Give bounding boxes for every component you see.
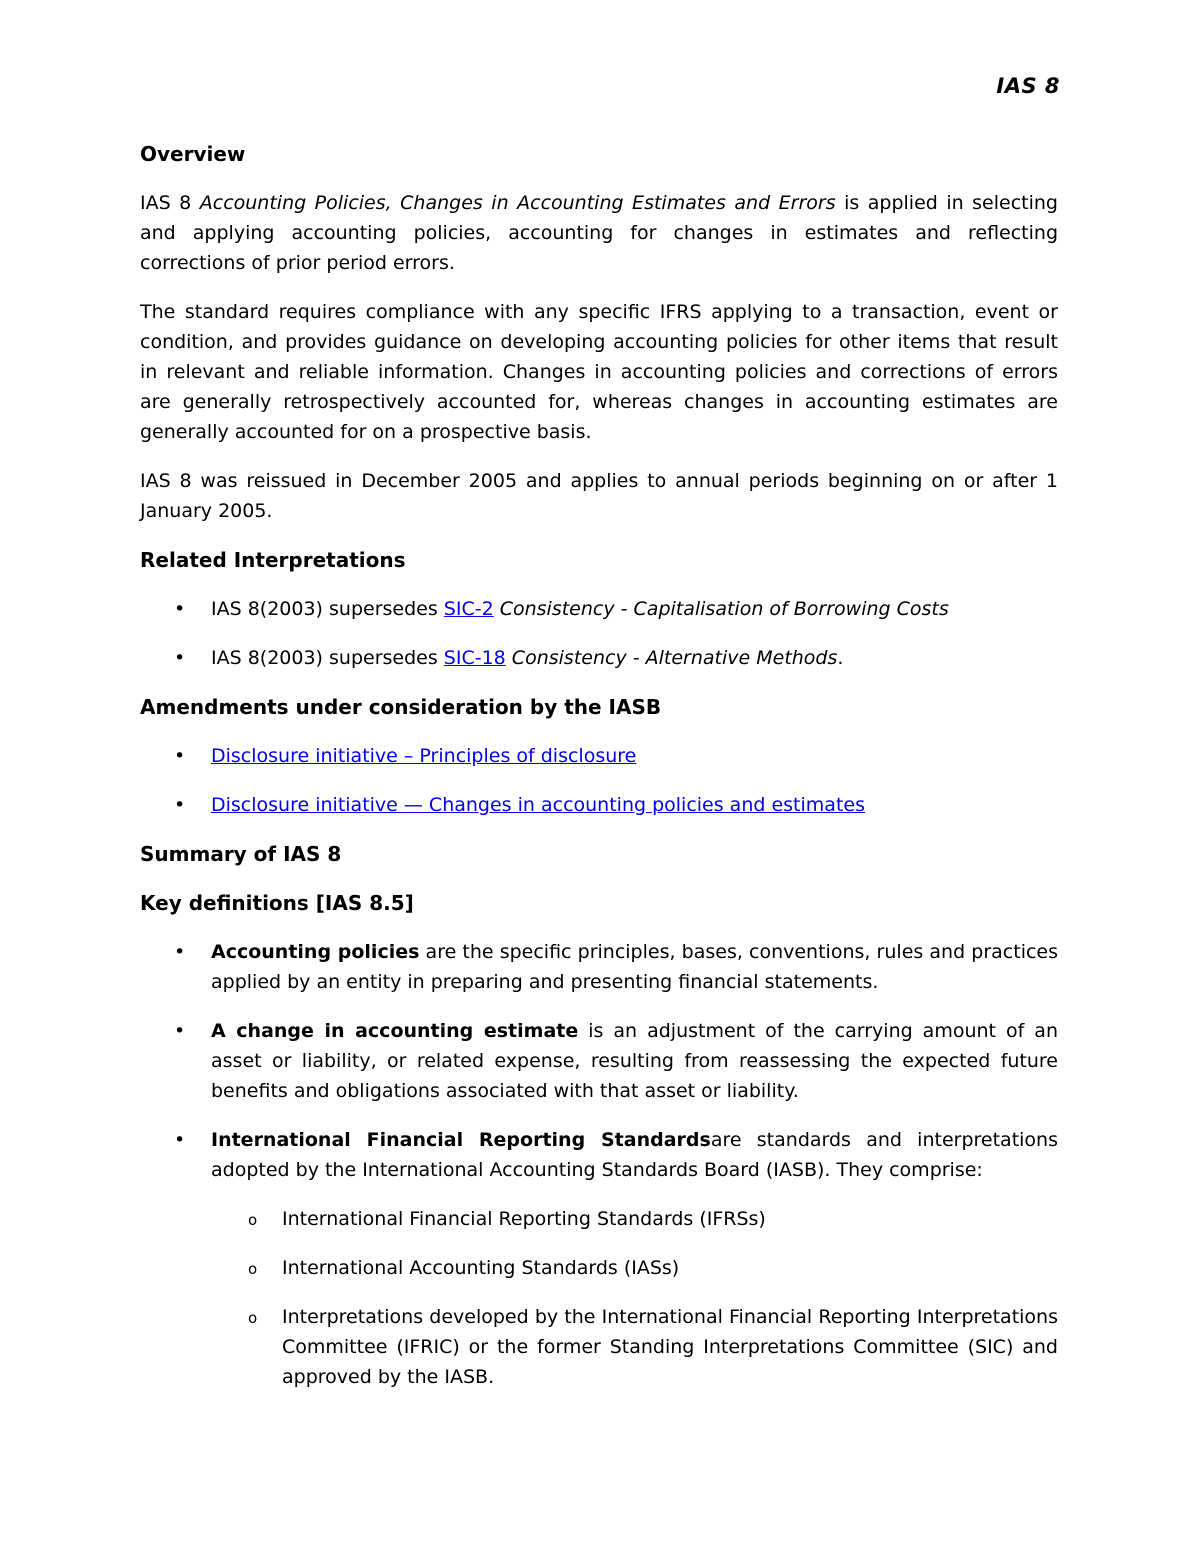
overview-paragraph-1: [140, 188, 1058, 278]
list-item: [140, 1016, 1058, 1106]
sub-list-item: [211, 1253, 1058, 1283]
page-header-title: IAS 8: [996, 74, 1060, 98]
circle-bullet-icon: o: [248, 1260, 258, 1278]
item-prefix: IAS 8(2003) supersedes: [211, 647, 444, 669]
bullet-icon: •: [174, 1129, 186, 1151]
bullet-icon: •: [174, 745, 186, 767]
changes-in-policies-link[interactable]: Disclosure initiative — Changes in accounting policies and estimates: [211, 794, 865, 816]
overview-paragraph-2: The standard requires compliance with any specific IFRS applying to a transaction, event or condition, and provides guidance on developing accounting policies for other items that result in relevant and reliable information. Changes in accounting policies and corrections of errors are generally retrospectively accounted for, whereas changes in accounting estimates are generally accounted for on a prospective basis.: [140, 301, 1058, 443]
related-interpretations-heading: Related Interpretations: [140, 548, 406, 572]
summary-heading: Summary of IAS 8: [140, 842, 342, 866]
list-item: [140, 1125, 1058, 1392]
sic-18-link[interactable]: SIC-18: [443, 647, 506, 669]
definition-text: are standards and interpretations adopted by the International Accounting Standards Board (IASB). They comprise:: [211, 1129, 1058, 1181]
definition-term: International Financial Reporting Standards: [211, 1129, 711, 1151]
sub-item-text: International Financial Reporting Standards (IFRSs): [282, 1208, 766, 1230]
document-body: [140, 139, 1058, 1411]
definition-text: is an adjustment of the carrying amount of an asset or liability, or related expense, resulting from reassessing the expected future benefits and obligations associated with that asset or liability.: [211, 1020, 1058, 1102]
item-title: Consistency - Alternative Methods: [505, 647, 838, 669]
sub-item-text: International Accounting Standards (IASs): [282, 1257, 680, 1279]
list-item: [140, 643, 1058, 673]
list-item: [140, 937, 1058, 997]
item-suffix: .: [837, 647, 844, 669]
sub-list-item: [211, 1302, 1058, 1392]
p1-suffix: is applied in selecting and applying accounting policies, accounting for changes in estimates and reflecting corrections of prior period errors.: [140, 192, 1058, 274]
item-title: Consistency - Capitalisation of Borrowing Costs: [493, 598, 949, 620]
amendments-heading: Amendments under consideration by the IASB: [140, 695, 662, 719]
amendments-list: [140, 741, 1058, 820]
standard-title: Accounting Policies, Changes in Accounting Estimates and Errors: [199, 192, 836, 214]
related-interpretations-list: [140, 594, 1058, 673]
sub-item-text: Interpretations developed by the International Financial Reporting Interpretations Committee (IFRIC) or the former Standing Interpretations Committee (SIC) and approved by the IASB.: [282, 1306, 1058, 1388]
sic-2-link[interactable]: SIC-2: [443, 598, 494, 620]
circle-bullet-icon: o: [248, 1211, 258, 1229]
circle-bullet-icon: o: [248, 1309, 258, 1327]
p1-prefix: IAS 8: [140, 192, 200, 214]
overview-heading: Overview: [140, 142, 246, 166]
sub-list-item: [211, 1204, 1058, 1234]
list-item: [140, 790, 1058, 820]
bullet-icon: •: [174, 794, 186, 816]
definition-term: Accounting policies: [211, 941, 420, 963]
principles-of-disclosure-link[interactable]: Disclosure initiative – Principles of disclosure: [211, 745, 637, 767]
ifrs-components-list: [211, 1204, 1058, 1392]
item-prefix: IAS 8(2003) supersedes: [211, 598, 444, 620]
bullet-icon: •: [174, 1020, 186, 1042]
list-item: [140, 741, 1058, 771]
bullet-icon: •: [174, 941, 186, 963]
list-item: [140, 594, 1058, 624]
bullet-icon: •: [174, 647, 186, 669]
definition-text: are the specific principles, bases, conventions, rules and practices applied by an entity in preparing and presenting financial statements.: [211, 941, 1059, 993]
definitions-list: [140, 937, 1058, 1392]
key-definitions-heading: Key definitions [IAS 8.5]: [140, 891, 414, 915]
overview-paragraph-3: IAS 8 was reissued in December 2005 and applies to annual periods beginning on or after 1 January 2005.: [140, 470, 1058, 522]
definition-term: A change in accounting estimate: [211, 1020, 579, 1042]
bullet-icon: •: [174, 598, 186, 620]
